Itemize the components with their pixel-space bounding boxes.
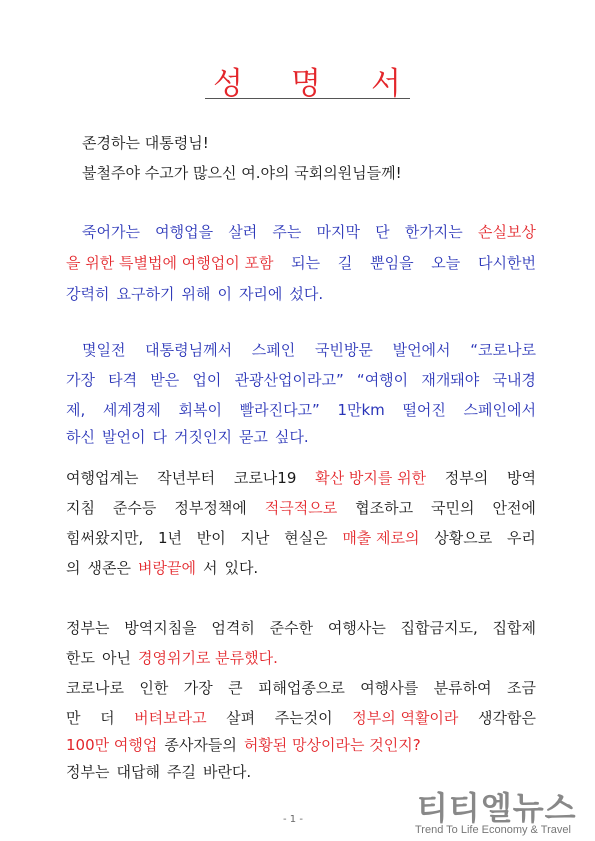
body-word: 손실보상	[477, 223, 536, 241]
body-word: 엄격히	[211, 619, 255, 637]
body-line	[66, 400, 536, 420]
body-word: 1만km	[337, 401, 385, 419]
body-word: 코로나로	[66, 679, 124, 697]
body-word: 현실은	[284, 529, 328, 547]
body-word: 코로나19	[233, 469, 297, 487]
body-word: 빨라진다고”	[239, 401, 320, 419]
body-word: 생각함은	[477, 709, 536, 727]
body-line	[66, 678, 536, 698]
body-word: 우리	[506, 529, 536, 547]
body-word: 업이	[192, 371, 222, 389]
body-word: 마지막	[316, 223, 361, 241]
body-word: 위해	[181, 285, 211, 303]
body-word: 여행업계는	[66, 469, 139, 487]
greeting-line: 존경하는 대통령님!	[82, 134, 209, 152]
body-word: 제,	[66, 401, 86, 419]
body-line	[66, 253, 536, 273]
body-word: 주길	[166, 763, 196, 781]
body-word: 한가지는	[404, 223, 463, 241]
body-word: 여행사는	[327, 619, 386, 637]
body-word: 협조하고	[355, 499, 414, 517]
body-word: 되는	[291, 254, 321, 272]
body-word: 받은	[150, 371, 180, 389]
body-word: 떨어진	[402, 401, 446, 419]
body-word: 뿐임을	[370, 254, 414, 272]
body-word: 준수등	[112, 499, 157, 517]
body-word: 지난	[240, 529, 270, 547]
body-line	[66, 370, 536, 390]
body-word: 바란다.	[202, 763, 252, 781]
body-word: 스페인	[251, 341, 296, 359]
body-word: 살려	[228, 223, 258, 241]
body-word: 묻고	[238, 428, 268, 446]
body-word: 하신	[66, 428, 95, 446]
body-word: 단	[375, 223, 390, 241]
greeting-line: 불철주야 수고가 많으신 여.야의 국회의원님들께!	[82, 164, 402, 182]
body-word: 정부정책에	[174, 499, 247, 517]
body-word: 국민의	[431, 499, 475, 517]
body-word: 생존은	[87, 559, 131, 577]
body-word: 재개돼야	[421, 371, 480, 389]
body-word: 100만 여행업	[66, 736, 158, 754]
body-word: 집합금지도,	[400, 619, 478, 637]
body-word: 피해업종으로	[257, 679, 345, 697]
body-word: 이	[217, 285, 232, 303]
body-word: 힘써왔지만,	[66, 529, 144, 547]
body-word: 자리에	[238, 285, 283, 303]
body-word: 정부는	[66, 763, 110, 781]
body-word: “코로나로	[470, 341, 536, 359]
body-word: 몇일전	[82, 341, 126, 359]
body-word: 관광산업이라고”	[234, 371, 344, 389]
body-word: 종사자들의	[164, 736, 237, 754]
body-word: 대답해	[116, 763, 160, 781]
body-word: 살펴	[226, 709, 256, 727]
title-char: 명	[291, 66, 321, 102]
body-word: 의	[66, 559, 81, 577]
body-word: 여행업을	[155, 223, 214, 241]
body-word: 을 위한 특별법에 여행업이 포함	[66, 254, 274, 272]
body-line	[66, 708, 536, 728]
body-line	[66, 528, 536, 548]
body-word: 가장	[66, 371, 95, 389]
body-word: 회복이	[178, 401, 222, 419]
page-number: - 1 -	[283, 814, 303, 825]
body-word: 방역지침을	[124, 619, 197, 637]
body-word: 다시한번	[478, 254, 536, 272]
body-word: 정부의 역활이라	[352, 709, 459, 727]
body-word: 방역	[506, 469, 536, 487]
body-word: 발언이	[101, 428, 146, 446]
body-word: 매출 제로의	[342, 529, 420, 547]
body-word: 만	[66, 709, 81, 727]
body-word: 상황으로	[434, 529, 493, 547]
body-word: 적극적으로	[264, 499, 338, 517]
body-word: 버텨보라고	[134, 709, 207, 727]
title-char: 서	[371, 66, 401, 102]
body-line	[66, 427, 536, 447]
body-word: 준수한	[269, 619, 314, 637]
body-word: 아닌	[101, 649, 131, 667]
body-line	[82, 340, 536, 360]
body-line	[66, 284, 536, 304]
body-word: 분류하여	[433, 679, 492, 697]
body-word: 허황된 망상이라는 것인지?	[243, 736, 421, 754]
body-line	[82, 222, 536, 242]
body-word: 지침	[66, 499, 95, 517]
body-word: 발언에서	[392, 341, 451, 359]
body-line	[66, 558, 536, 578]
body-line	[66, 735, 536, 755]
body-word: 큰	[228, 679, 243, 697]
body-word: 국빈방문	[314, 341, 373, 359]
body-word: 스페인에서	[463, 401, 536, 419]
body-word: 벼랑끝에	[137, 559, 196, 577]
body-word: 강력히	[66, 285, 110, 303]
watermark-logo: 티티엘뉴스	[417, 789, 577, 827]
body-word: 요구하기	[116, 285, 175, 303]
body-word: 국내경	[492, 371, 536, 389]
body-word: 경영위기로 분류했다.	[137, 649, 278, 667]
document-title	[205, 58, 410, 102]
body-word: 반이	[196, 529, 226, 547]
body-line	[66, 618, 536, 638]
body-line	[66, 648, 536, 668]
body-word: 1년	[157, 529, 182, 547]
body-word: 더	[100, 709, 115, 727]
body-line	[66, 762, 536, 782]
body-word: 서	[202, 559, 218, 577]
body-word: 거짓인지	[173, 428, 232, 446]
title-char: 성	[213, 66, 243, 102]
body-word: 집합제	[492, 619, 536, 637]
body-word: 정부의	[444, 469, 489, 487]
body-line	[66, 498, 536, 518]
body-word: 여행사를	[360, 679, 419, 697]
body-word: 대통령님께서	[145, 341, 233, 359]
body-word: 작년부터	[157, 469, 216, 487]
body-word: 확산 방지를 위한	[315, 469, 427, 487]
body-word: 타격	[108, 371, 138, 389]
body-word: 주는것이	[274, 709, 333, 727]
body-word: 죽어가는	[82, 223, 140, 241]
body-word: 정부는	[66, 619, 110, 637]
body-word: “여행이	[356, 371, 409, 389]
body-word: 안전에	[492, 499, 536, 517]
body-word: 주는	[272, 223, 302, 241]
body-word: 세계경제	[102, 401, 161, 419]
body-word: 있다.	[224, 559, 259, 577]
body-word: 길	[337, 254, 353, 272]
body-line	[66, 468, 536, 488]
body-word: 가장	[183, 679, 213, 697]
body-word: 싶다.	[274, 428, 309, 446]
body-word: 오늘	[431, 254, 461, 272]
body-word: 조금	[506, 679, 536, 697]
body-word: 인한	[139, 679, 169, 697]
body-word: 한도	[66, 649, 95, 667]
body-word: 다	[152, 428, 167, 446]
watermark-tagline: Trend To Life Economy & Travel	[415, 824, 571, 836]
body-word: 섰다.	[289, 285, 324, 303]
